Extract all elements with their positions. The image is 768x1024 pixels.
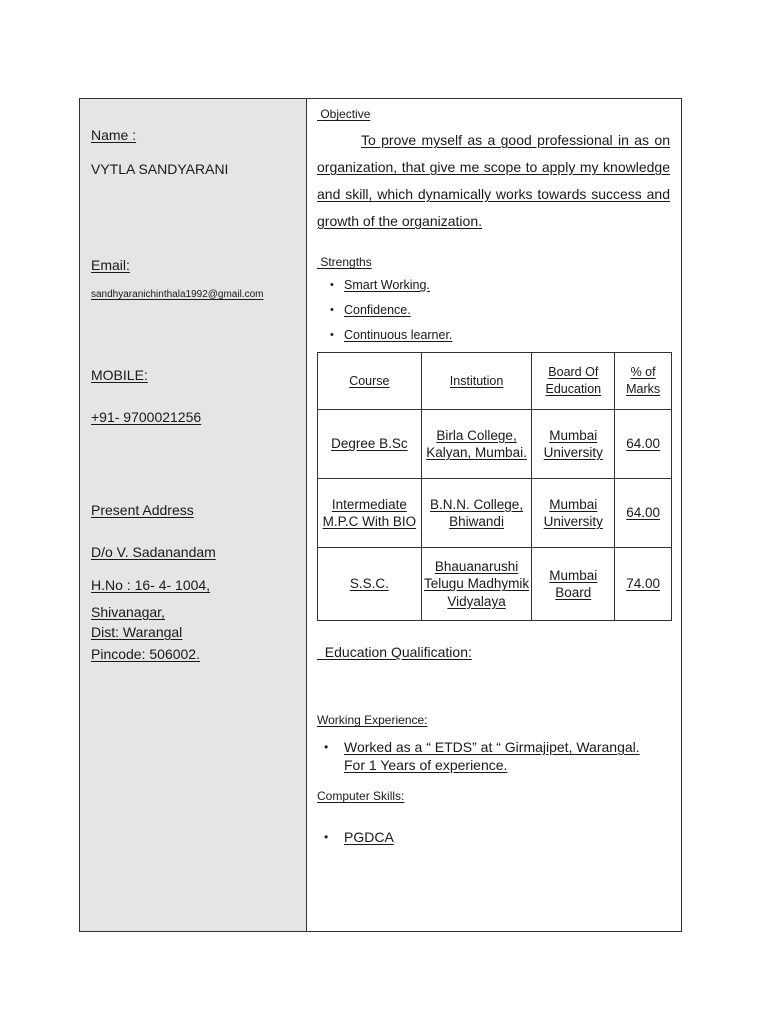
resume-frame <box>79 98 682 932</box>
strengths-heading: Strengths <box>320 255 372 269</box>
mobile-label: MOBILE: <box>91 367 148 383</box>
table-cell: B.N.N. College, Bhiwandi <box>421 479 532 548</box>
computer-skills-list <box>344 828 394 846</box>
table-cell: Birla College, Kalyan, Mumbai. <box>421 410 532 479</box>
strengths-list <box>344 273 452 348</box>
computer-skills-heading: Computer Skills: <box>317 789 405 803</box>
address-line: D/o V. Sadanandam <box>91 544 216 560</box>
address-line: Shivanagar, <box>91 604 165 620</box>
working-heading: Working Experience: <box>317 713 428 727</box>
table-row <box>318 479 672 548</box>
column-header: Board Of Education <box>532 353 615 410</box>
table-cell: 64.00 <box>615 410 672 479</box>
working-list <box>344 738 644 774</box>
email-value: sandhyaranichinthala1992@gmail.com <box>91 289 264 300</box>
list-item: • Worked as a “ ETDS” at “ Girmajipet, Warangal. For 1 Years of experience. <box>344 738 644 774</box>
mobile-value: +91- 9700021256 <box>91 409 202 425</box>
table-row <box>318 548 672 621</box>
objective-heading: Objective <box>320 107 371 121</box>
name-label: Name : <box>91 127 137 143</box>
address-line: Dist: Warangal <box>91 624 183 640</box>
table-cell: Mumbai University <box>532 479 615 548</box>
education-heading: Education Qualification: <box>324 644 472 660</box>
table-cell: 74.00 <box>615 548 672 621</box>
objective-text: To prove myself as a good professional in as on organization, that give me scope to apply my knowledge and skill, which dynamically works towards success and growth of the organization. <box>317 132 670 229</box>
left-column <box>80 99 307 931</box>
address-label: Present Address <box>91 502 194 518</box>
list-item: • Continuous learner. <box>344 323 452 348</box>
email-label: Email: <box>91 257 130 273</box>
column-header: Course <box>318 353 422 410</box>
table-cell: Degree B.Sc <box>318 410 422 479</box>
table-cell: S.S.C. <box>318 548 422 621</box>
column-header: % of Marks <box>615 353 672 410</box>
address-line: H.No : 16- 4- 1004, <box>91 577 211 593</box>
right-column <box>307 99 681 931</box>
table-cell: Intermediate M.P.C With BIO <box>318 479 422 548</box>
table-cell: Mumbai Board <box>532 548 615 621</box>
table-cell: 64.00 <box>615 479 672 548</box>
list-item: • PGDCA <box>344 828 394 846</box>
table-cell: Bhauanarushi Telugu Madhymik Vidyalaya <box>421 548 532 621</box>
column-header: Institution <box>421 353 532 410</box>
education-table <box>317 352 672 621</box>
name-value: VYTLA SANDYARANI <box>91 161 229 177</box>
address-line: Pincode: 506002. <box>91 646 200 662</box>
list-item: • Smart Working. <box>344 273 452 298</box>
table-header-row <box>318 353 672 410</box>
table-row <box>318 410 672 479</box>
list-item: • Confidence. <box>344 298 452 323</box>
table-cell: Mumbai University <box>532 410 615 479</box>
